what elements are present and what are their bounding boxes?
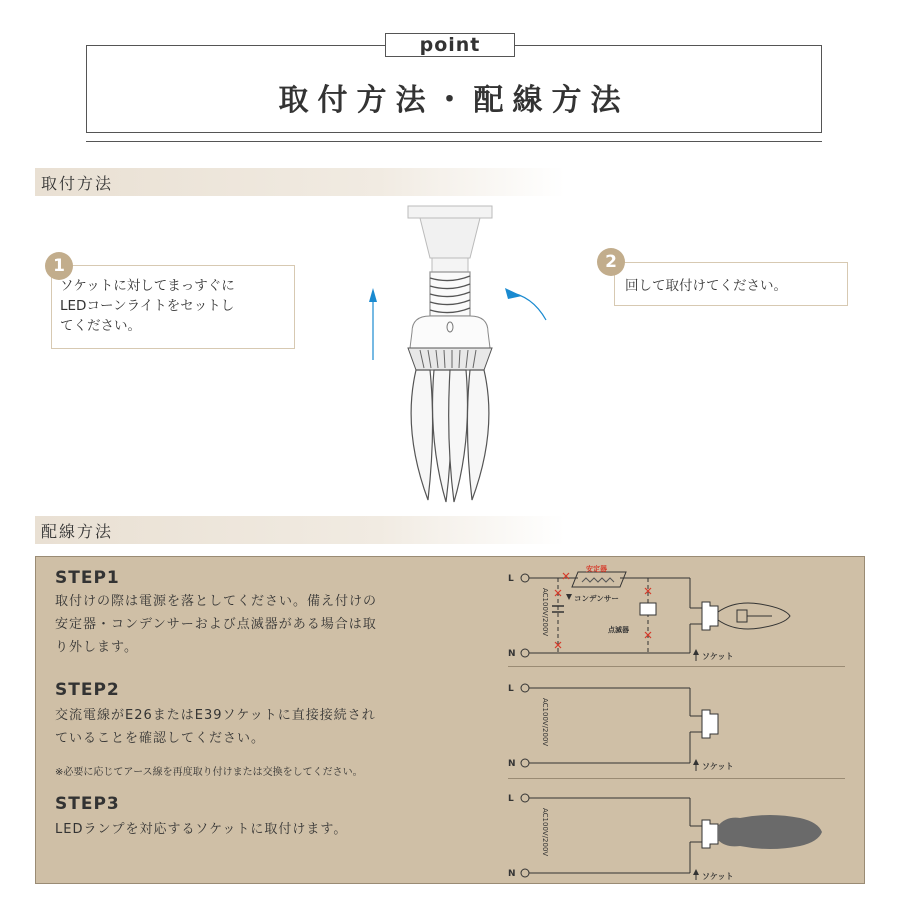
led-corn-lamp-illustration bbox=[350, 200, 550, 505]
install-step2-text: 回して取付けてください。 bbox=[625, 278, 787, 294]
socket-label-1: ソケット bbox=[702, 652, 734, 661]
step2-line2: ていることを確認してください。 bbox=[55, 731, 266, 746]
section-heading-wiring: 配線方法 bbox=[41, 522, 114, 541]
section-bar-install bbox=[35, 168, 565, 196]
install-step1-number: 1 bbox=[45, 252, 73, 280]
step3-line1: LEDランプを対応するソケットに取付けます。 bbox=[55, 822, 348, 837]
install-step1-line3: てください。 bbox=[60, 318, 141, 334]
step3-title: STEP3 bbox=[55, 794, 120, 814]
step1-title: STEP1 bbox=[55, 568, 120, 588]
condenser-label: コンデンサー bbox=[574, 594, 619, 603]
section-heading-install: 取付方法 bbox=[41, 174, 114, 193]
terminal-n-label-3: N bbox=[508, 869, 516, 879]
terminal-n-label-2: N bbox=[508, 759, 516, 769]
install-step2-number: 2 bbox=[597, 248, 625, 276]
header-underline bbox=[86, 141, 822, 142]
step2-title: STEP2 bbox=[55, 680, 120, 700]
install-step2-callout bbox=[614, 262, 848, 306]
step1-line2: 安定器・コンデンサーおよび点滅器がある場合は取 bbox=[55, 617, 377, 632]
page-title: 取付方法・配線方法 bbox=[278, 83, 630, 118]
point-tag: point bbox=[385, 33, 515, 57]
terminal-l-label-2: L bbox=[508, 684, 514, 694]
voltage-label-1: AC100V/200V bbox=[541, 588, 549, 637]
step1-line3: り外します。 bbox=[55, 640, 138, 655]
socket-label-3: ソケット bbox=[702, 872, 734, 880]
step1-text bbox=[55, 590, 377, 659]
step3-text bbox=[55, 818, 347, 841]
voltage-label-2: AC100V/200V bbox=[541, 698, 549, 747]
install-step1-line1: ソケットに対してまっすぐに bbox=[60, 278, 235, 294]
voltage-label-3: AC100V/200V bbox=[541, 808, 549, 857]
step2-line1: 交流電線がE26またはE39ソケットに直接接続され bbox=[55, 708, 376, 723]
step2-text bbox=[55, 704, 376, 750]
socket-label-2: ソケット bbox=[702, 762, 734, 771]
wiring-diagrams bbox=[500, 560, 850, 880]
terminal-n-label-1: N bbox=[508, 649, 516, 659]
switch-label: 点滅器 bbox=[608, 626, 629, 634]
step2-note: ※必要に応じてアース線を再度取り付けまたは交換をしてください。 bbox=[55, 767, 363, 778]
terminal-l-label-1: L bbox=[508, 574, 514, 584]
terminal-l-label-3: L bbox=[508, 794, 514, 804]
install-step1-line2: LEDコーンライトをセットし bbox=[60, 298, 235, 314]
ballast-label: 安定器 bbox=[586, 565, 607, 573]
step1-line1: 取付けの際は電源を落としてください。備え付けの bbox=[55, 594, 378, 609]
section-bar-wiring bbox=[35, 516, 565, 544]
install-step1-callout bbox=[51, 265, 295, 349]
